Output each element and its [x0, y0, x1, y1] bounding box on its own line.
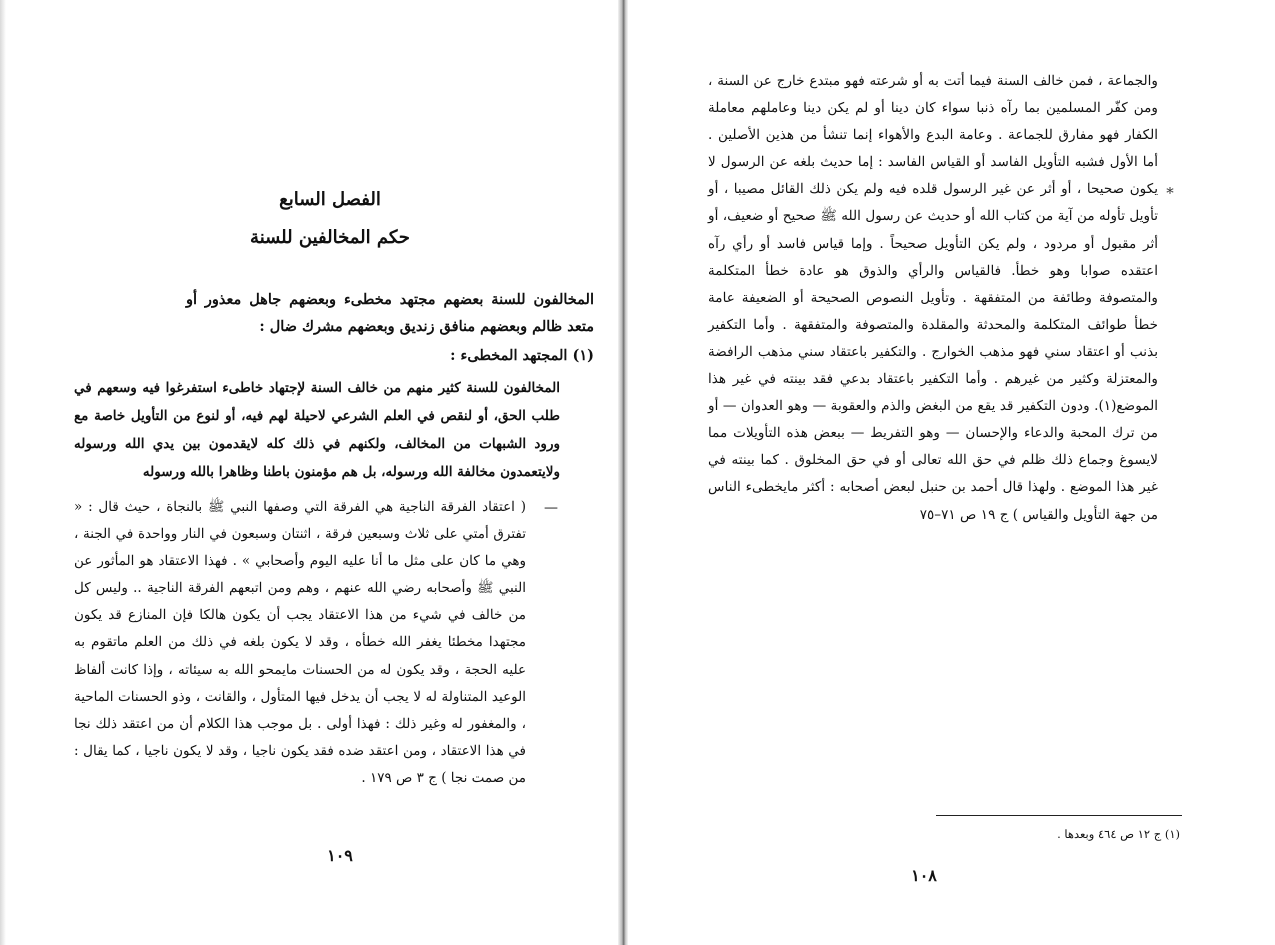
left-page: [0, 0, 620, 945]
quote-dash: —: [544, 500, 558, 516]
page-edge-shadow: [0, 0, 6, 945]
section-heading: (١) المجتهد المخطىء :: [450, 347, 594, 364]
quotation-paragraph: ( اعتقاد الفرقة الناجية هي الفرقة التي وصفها النبي ﷺ بالنجاة ، حيث قال : « تفترق أمتي على ثلاث وسبعين فرقة ، اثنتان وسبعون في النار وواحدة في الجنة ، وهي ما كان على مثل ما أنا عليه اليوم وأصحابي » . فهذا الاعتقاد هو المأثور عن النبي ﷺ وأصحابه رضي الله عنهم ، وهم ومن اتبعهم الفرقة الناجية .. وليس كل من خالف في شيء من هذا الاعتقاد يجب أن يكون هالكا فإن المنازع قد يكون مجتهدا مخطئا يغفر الله خطأه ، وقد لا يكون بلغه في ذلك من العلم ماتقوم به عليه الحجة ، وقد يكون له من الحسنات مايمحو الله به سيئاته ، وإذا كانت ألفاظ الوعيد المتناولة له لا يجب أن يدخل فيها المتأول ، والقانت ، وذو الحسنات الماحية ، والمغفور له وغير ذلك : فهذا أولى . بل موجب هذا الكلام أن من اعتقد ذلك نجا في هذا الاعتقاد ، ومن اعتقد ضده فقد يكون ناجيا ، وقد لا يكون ناجيا ، كما يقال : من صمت نجا ) ج ٣ ص ١٧٩ .: [74, 499, 526, 786]
chapter-title: الفصل السابع: [279, 189, 381, 210]
chapter-subtitle: حكم المخالفين للسنة: [250, 227, 410, 248]
body-paragraph: المخالفون للسنة كثير منهم من خالف السنة لإجتهاد خاطىء استفرغوا فيه وسعهم في طلب الحق، أو لنقص في العلم الشرعي لاحيلة لهم فيه، أو لنوع من التأويل خاصة مع ورود الشبهات من المخالف، ولكنهم في ذلك كله لايقدمون بين يدي الله ورسوله ولايتعمدون مخالفة الله ورسوله، بل هم مؤمنون باطنا وظاهرا بالله ورسوله: [74, 380, 560, 480]
margin-asterisk-mark: *: [1166, 184, 1174, 202]
body-paragraph: والجماعة ، فمن خالف السنة فيما أتت به أو شرعته فهو مبتدع خارج عن السنة ، ومن كفّر المسلمين بما رآه ذنبا سواء كان دينا أو لم يكن دينا وعاملهم معاملة الكفار فهو مفارق للجماعة . وعامة البدع والأهواء إنما تنشأ من هذين الأصلين . أما الأول فشبه التأويل الفاسد أو القياس الفاسد : إما حديث بلغه عن الرسول لا يكون صحيحا ، أو أثر عن غير الرسول قلده فيه ولم يكن ذلك القائل مصيبا ، أو تأويل تأوله من آية من كتاب الله أو حديث عن رسول الله ﷺ صحيح أو ضعيف، أو أثر مقبول أو مردود ، ولم يكن التأويل صحيحاً . وإما قياس فاسد أو رأي رآه اعتقده صوابا وهو خطأ. فالقياس والرأي والذوق هو عادة خطأ المتكلمة والمتصوفة وطائفة من المتفقهة . وتأويل النصوص الصحيحة أو الضعيفة عامة خطأ طوائف المتكلمة والمحدثة والمقلدة والمتصوفة والمتفقهة . وأما التكفير بذنب أو اعتقاد سني فهو مذهب الخوارج . والتكفير باعتقاد سني مذهب الرافضة والمعتزلة وكثير من غيرهم . وأما التكفير باعتقاد بدعي فقد بينته في غير هذا الموضع(١). ودون التكفير قد يقع من البغض والذم والعقوبة — وهو العدوان — أو من ترك المحبة والدعاء والإحسان — وهو التفريط — ببعض هذه التأويلات مما لايسوغ وجماع ذلك ظلم في حق الله تعالى أو في حق المخلوق . كما بينته في غير هذا الموضع . ولهذا قال أحمد بن حنبل لبعض أصحابه : أكثر مايخطىء الناس من جهة التأويل والقياس ) ج ١٩ ص ٧١–٧٥: [708, 73, 1158, 523]
right-page: [628, 0, 1275, 945]
page-number: ١٠٨: [911, 866, 937, 885]
footnote: (١) ج ١٢ ص ٤٦٤ وبعدها .: [1057, 827, 1180, 841]
book-gutter: [618, 0, 628, 945]
footnote-divider: [936, 815, 1182, 816]
intro-paragraph: المخالفون للسنة بعضهم مجتهد مخطىء وبعضهم جاهل معذور أو متعد ظالم وبعضهم منافق زنديق وبعضهم مشرك ضال :: [186, 291, 594, 335]
page-number: ١٠٩: [327, 846, 353, 865]
